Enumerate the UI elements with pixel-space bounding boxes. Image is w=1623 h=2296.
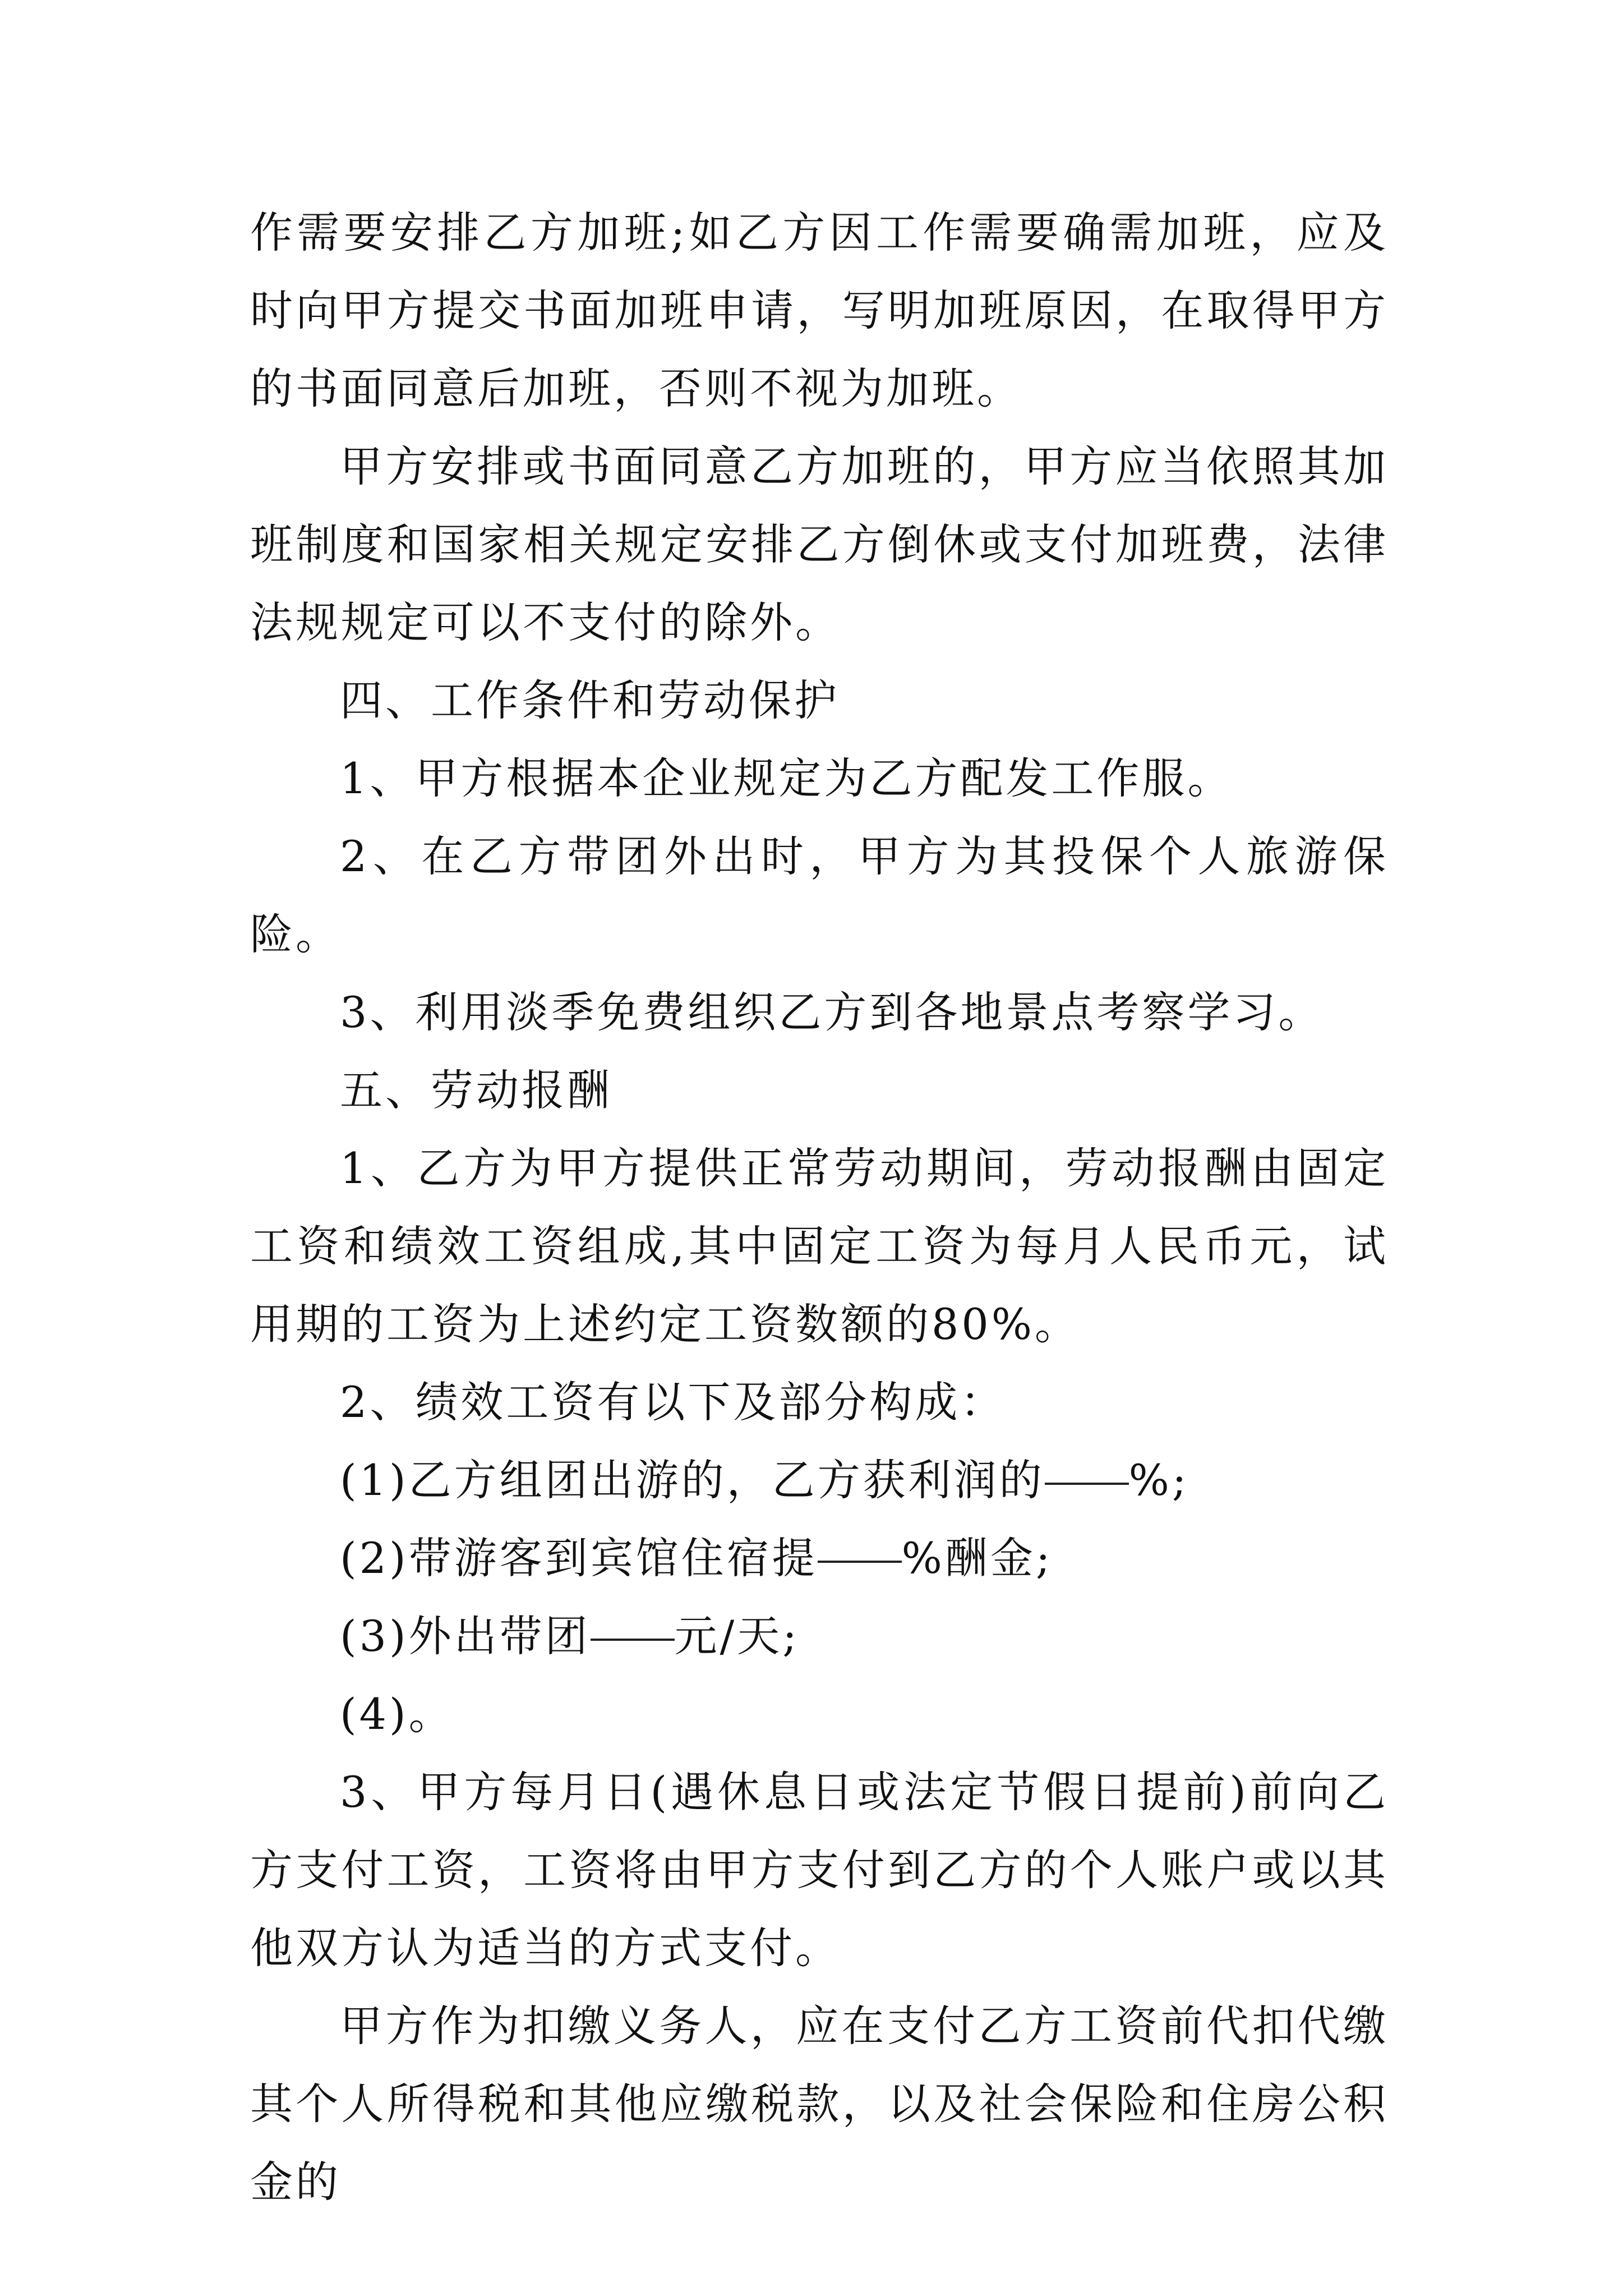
clause-offseason-study: 3、利用淡季免费组织乙方到各地景点考察学习。 — [340, 987, 1324, 1037]
item-text: 元/天; — [674, 1611, 800, 1661]
section-heading-working-conditions: 四、工作条件和劳动保护 — [340, 675, 840, 725]
fill-blank-underline — [818, 1561, 902, 1563]
clause-performance-pay: 2、绩效工资有以下及部分构成： — [340, 1377, 1006, 1427]
item-text: (3)外出带团 — [340, 1611, 591, 1661]
performance-item-3 — [250, 1597, 1389, 1675]
paragraph-overtime-compensation: 甲方安排或书面同意乙方加班的，甲方应当依照其加班制度和国家相关规定安排乙方倒休或支付加班费，法律法规规定可以不支付的除外。 — [250, 441, 1389, 647]
item-text: (2)带游客到宾馆住宿提 — [340, 1533, 818, 1583]
section-heading-remuneration: 五、劳动报酬 — [340, 1065, 612, 1115]
fill-blank-underline — [591, 1639, 675, 1641]
performance-item-2 — [250, 1519, 1389, 1597]
fill-blank-underline — [1045, 1483, 1129, 1485]
clause-tax-withholding: 甲方作为扣缴义务人，应在支付乙方工资前代扣代缴其个人所得税和其他应缴税款，以及社会保险和住房公积金的 — [250, 2001, 1389, 2207]
contract-body — [250, 194, 1389, 2221]
performance-item-4: (4)。 — [340, 1689, 454, 1739]
clause-pay-date: 3、甲方每月日(遇休息日或法定节假日提前)前向乙方支付工资，工资将由甲方支付到乙方的个人账户或以其他双方认为适当的方式支付。 — [250, 1767, 1389, 1973]
item-text: %; — [1128, 1455, 1189, 1505]
item-text: %酬金; — [901, 1533, 1053, 1583]
clause-salary-composition: 1、乙方为甲方提供正常劳动期间，劳动报酬由固定工资和绩效工资组成,其中固定工资为每月人民币元，试用期的工资为上述约定工资数额的80%。 — [250, 1143, 1389, 1349]
clause-work-clothes: 1、甲方根据本企业规定为乙方配发工作服。 — [340, 753, 1233, 803]
clause-travel-insurance: 2、在乙方带团外出时，甲方为其投保个人旅游保险。 — [250, 831, 1389, 959]
item-text: (1)乙方组团出游的，乙方获利润的 — [340, 1455, 1045, 1505]
paragraph-overtime-request: 作需要安排乙方加班;如乙方因工作需要确需加班，应及时向甲方提交书面加班申请，写明加班原因，在取得甲方的书面同意后加班，否则不视为加班。 — [250, 208, 1389, 413]
performance-item-1 — [250, 1441, 1389, 1519]
